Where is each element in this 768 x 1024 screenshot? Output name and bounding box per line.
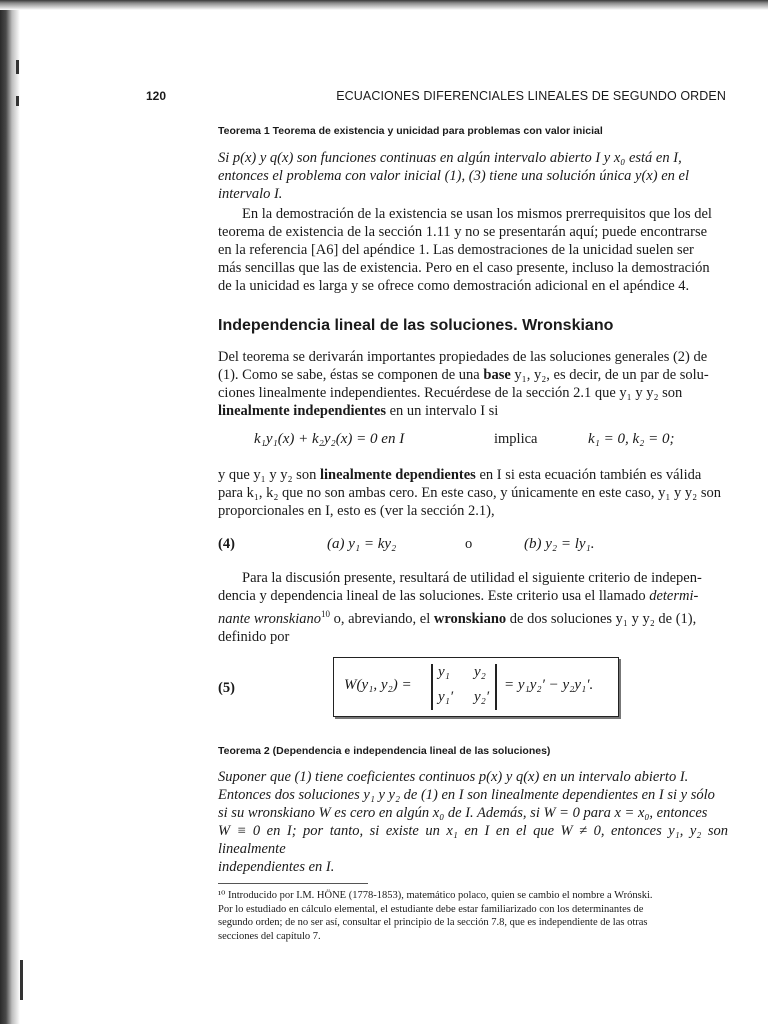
text-line: definido por: [218, 628, 290, 645]
text-line: ciones linealmente independientes. Recuérdese de la sección 2.1 que y₁ y y₂ son: [218, 385, 683, 401]
text-run: o, abreviando, el: [329, 610, 434, 627]
text-line: segundo orden; de no ser así, consultar el principio de la sección 7.8, que es independiente de las otras: [218, 917, 648, 928]
matrix-entry: y₁: [438, 664, 450, 680]
running-head: ECUACIONES DIFERENCIALES LINEALES DE SEGUNDO ORDEN: [336, 89, 726, 103]
paragraph-existence-proof: [218, 205, 728, 295]
text-line: si su wronskiano W es cero en algún x₀ de I. Además, si W = 0 para x = x₀, entonces: [218, 805, 708, 821]
text-line: secciones del capítulo 7.: [218, 930, 321, 942]
text-line: Si p(x) y q(x) son funciones continuas en algún intervalo abierto I y x₀ está en I,: [218, 150, 682, 166]
scan-shadow-top: [0, 0, 768, 10]
footnote: [218, 889, 730, 943]
text-line: Entonces dos soluciones y₁ y y₂ de (1) en I son linealmente dependientes en I si y sólo: [218, 787, 715, 803]
footnote-rule: [218, 883, 368, 884]
term-determinant: determi-: [649, 588, 699, 604]
equation-5-label: (5): [218, 680, 235, 696]
term-wronskian: wronskiano: [433, 610, 507, 627]
wronskian-formula-box: [333, 657, 619, 717]
text-run: en un intervalo I si: [385, 403, 499, 419]
text-line: [218, 466, 728, 484]
matrix-entry: y₁′: [438, 689, 454, 705]
equation-4-label: (4): [218, 536, 235, 552]
wronskian-lhs: W(y₁, y₂) =: [344, 677, 412, 693]
margin-mark: [16, 60, 19, 74]
matrix-entry: y₂′: [474, 689, 490, 705]
term-dependent: linealmente dependientes: [319, 467, 476, 483]
footnote-ref: 10: [320, 609, 330, 619]
text-line: [218, 605, 728, 628]
paragraph-base: [218, 348, 728, 420]
paragraph-dependence: [218, 466, 728, 520]
text-run: (1). Como se sabe, éstas se componen de una: [218, 367, 484, 383]
theorem2-statement: [218, 768, 728, 876]
equation-independence-lhs: k₁y₁(x) + k₂y₂(x) = 0 en I: [254, 431, 405, 447]
text-run: en I si esta ecuación también es válida: [475, 467, 702, 483]
text-line: Por lo estudiado en cálculo elemental, el estudiante debe estar familiarizado con los determinantes de: [218, 903, 644, 915]
text-run: dencia y dependencia lineal de las soluciones. Este criterio usa el llamado: [218, 588, 650, 604]
equation-implies: implica: [494, 431, 538, 447]
equation-4b: (b) y₂ = ly₁.: [524, 536, 595, 552]
page-number: 120: [146, 89, 167, 103]
determinant-bar-right: [495, 664, 497, 710]
text-line: teorema de existencia de la sección 1.11 y no se presentarán aquí; puede encontrarse: [218, 224, 708, 240]
text-run: y₁, y₂, es decir, de un par de solu-: [510, 367, 709, 383]
theorem1-statement: [218, 149, 728, 203]
text-line: Suponer que (1) tiene coeficientes continuos p(x) y q(x) en un intervalo abierto I.: [218, 769, 689, 785]
text-line: independientes en I.: [218, 859, 335, 875]
text-line: ¹⁰ Introducido por I.M. HÖNE (1778-1853), matemático polaco, quien se cambio el nombre a Wrónski.: [218, 890, 653, 901]
text-line: Para la discusión presente, resultará de utilidad el siguiente criterio de indepen-: [242, 570, 702, 586]
text-run: y que y₁ y y₂ son: [218, 467, 320, 483]
margin-mark: [20, 960, 23, 1000]
text-run: de dos soluciones y₁ y y₂ de (1),: [506, 610, 697, 627]
theorem1-heading: Teorema 1 Teorema de existencia y unicidad para problemas con valor inicial: [218, 125, 603, 137]
margin-mark: [16, 96, 19, 106]
text-line: [218, 402, 728, 420]
text-line: de la unicidad es larga y se ofrece como demostración adicional en el apéndice 4.: [218, 278, 690, 294]
theorem2-heading: Teorema 2 (Dependencia e independencia lineal de las soluciones): [218, 745, 551, 757]
scan-shadow-left: [0, 0, 20, 1024]
text-line: Del teorema se derivarán importantes propiedades de las soluciones generales (2) de: [218, 349, 708, 365]
text-line: En la demostración de la existencia se usan los mismos prerrequisitos que los del: [242, 206, 712, 222]
text-line: [218, 587, 728, 605]
text-line: para k₁, k₂ que no son ambas cero. En este caso, y únicamente en este caso, y₁ y y₂ son: [218, 485, 721, 501]
term-independent: linealmente independientes: [218, 403, 386, 419]
matrix-entry: y₂: [474, 664, 486, 680]
term-wronskian-determinant: nante wronskiano: [218, 610, 321, 627]
term-base: base: [483, 367, 511, 383]
section-heading: Independencia lineal de las soluciones. Wronskiano: [218, 317, 614, 334]
paragraph-wronskian-intro: [218, 569, 728, 646]
text-line: entonces el problema con valor inicial (1), (3) tiene una solución única y(x) en el: [218, 168, 689, 184]
text-line: más sencillas que las de existencia. Pero en el caso presente, incluso la demostración: [218, 260, 710, 276]
text-line: [218, 366, 728, 384]
text-line: proporcionales en I, esto es (ver la sección 2.1),: [218, 503, 495, 519]
equation-4-or: o: [465, 536, 473, 552]
text-line: intervalo I.: [218, 186, 283, 202]
text-line: en la referencia [A6] del apéndice 1. Las demostraciones de la unicidad suelen ser: [218, 242, 694, 258]
equation-independence-rhs: k₁ = 0, k₂ = 0;: [588, 431, 675, 447]
wronskian-rhs: = y₁y₂′ − y₂y₁′.: [504, 677, 594, 693]
determinant-bar-left: [431, 664, 433, 710]
text-line: W ≡ 0 en I; por tanto, si existe un x₁ en I en el que W ≠ 0, entonces y₁, y₂ son linealmente: [218, 823, 728, 857]
equation-4a: (a) y₁ = ky₂: [327, 536, 397, 552]
